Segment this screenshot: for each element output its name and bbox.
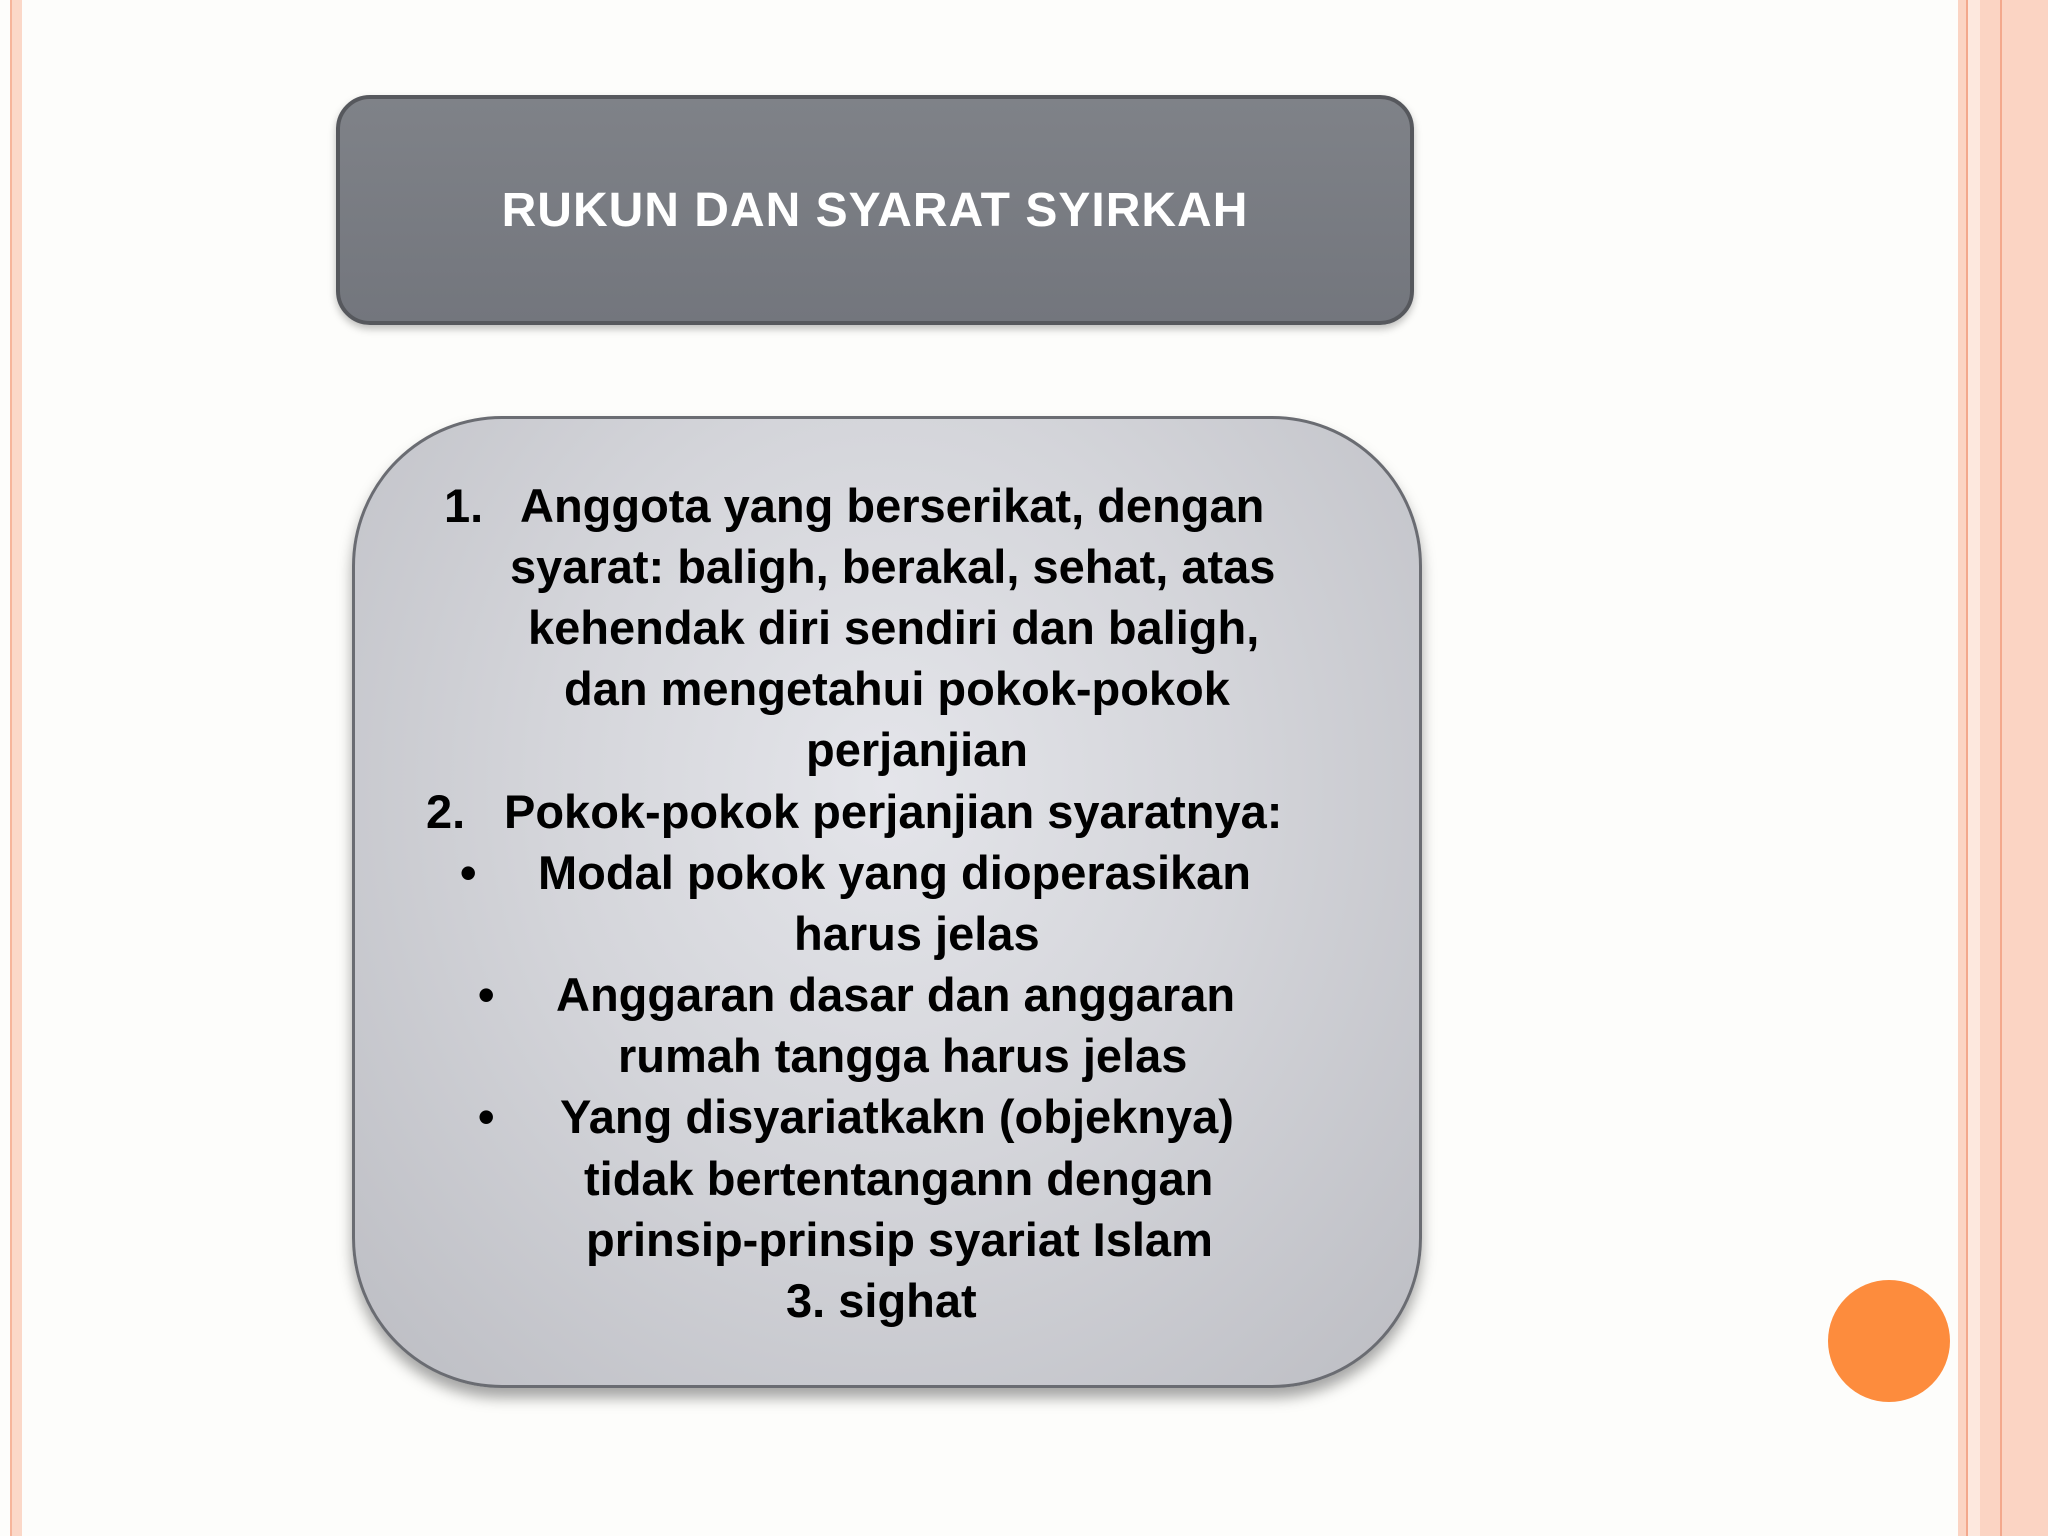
bullet-1-line-2: harus jelas (794, 907, 1040, 960)
bullet-2-line-2: rumah tangga harus jelas (618, 1029, 1188, 1082)
bullet-1-line-1: Modal pokok yang dioperasikan (538, 846, 1251, 899)
list-item-2-line-1: Pokok-pokok perjanjian syaratnya: (504, 785, 1283, 838)
list-marker-2: 2. (426, 785, 466, 838)
bullet-3-line-2: tidak bertentangann dengan (584, 1152, 1214, 1205)
title-box (336, 95, 1414, 325)
list-item-1-line-4: dan mengetahui pokok-pokok (564, 662, 1230, 715)
list-item-1-line-2: syarat: baligh, berakal, sehat, atas (510, 540, 1276, 593)
bullet-marker-1: • (460, 846, 477, 899)
bullet-2-line-1: Anggaran dasar dan anggaran (556, 968, 1236, 1021)
bullet-marker-2: • (478, 968, 495, 1021)
bullet-3-line-1: Yang disyariatkakn (objeknya) (560, 1090, 1234, 1143)
bullet-3-line-3: prinsip-prinsip syariat Islam (586, 1213, 1213, 1266)
left-decorative-stripe (0, 0, 22, 1536)
orange-circle-decoration (1828, 1280, 1950, 1402)
list-item-1-line-5: perjanjian (806, 723, 1029, 776)
list-marker-1: 1. (444, 479, 484, 532)
list-item-3: 3. sighat (786, 1274, 977, 1327)
list-item-1-line-1: Anggota yang berserikat, dengan (520, 479, 1265, 532)
list-item-1-line-3: kehendak diri sendiri dan baligh, (528, 601, 1260, 654)
slide-title: RUKUN DAN SYARAT SYIRKAH (501, 183, 1249, 237)
bullet-marker-3: • (478, 1090, 495, 1143)
